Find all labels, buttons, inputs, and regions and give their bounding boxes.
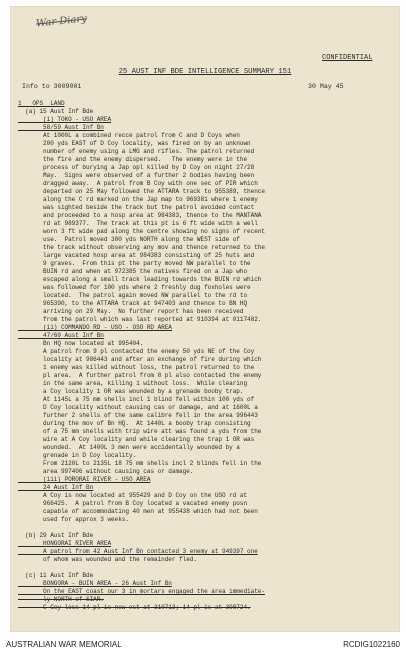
report-line: number of enemy using a LMG and rifles. The patrol returned [18,148,255,155]
report-line: of a 75 mm shells with trip wire att was found a yds from the [18,428,262,435]
report-line: 9 graves. From this pt the party moved NW parallel to the [18,260,251,267]
report-line: departed on 25 May followed the ATTARA track to 955389, thence [18,188,265,195]
report-line: 24 Aust Inf Bn [18,484,94,491]
report-line: the fire and the enemy dispersed. The enemy were in the [18,156,248,163]
report-line: 200 yds EAST of D Coy locality, was fired on by an unknown [18,140,251,147]
report-line: (a) 15 Aust Inf Bde [18,108,94,115]
report-line: BONGORA - BUIN AREA - 26 Aust Inf Bn [18,580,172,587]
report-line: during the mov of Bn HQ. At 1440L a booby trap consisting [18,420,251,427]
report-line: (ii) COMMANDO RD - USO - OSO RD AREA [18,324,172,331]
report-line: use. Patrol moved 300 yds NORTH along the WEST side of [18,236,240,243]
report-line: From 2120L to 2135L 18 75 mm shells incl 2 blinds fell in the [18,460,262,467]
report-line: large vacated hosp area at 984383 consisting of 25 huts and [18,252,255,259]
document-page [10,6,400,632]
report-line: 1 OPS LAND [18,100,65,107]
handwritten-note: War Diary [35,13,88,30]
report-line: A patrol from 42 Aust Inf Bn contacted 3 enemy at 949397 one [18,548,258,555]
report-line: in the same area, killing 1 without loss. While clearing [18,380,248,387]
report-line: On the EAST coast our 3 in mortars engaged the area immediate- [18,588,265,595]
report-line: 47/60 Aust Inf Bn [18,332,104,339]
report-line: A patrol from 9 pl contacted the enemy 50 yds NE of the Coy [18,348,255,355]
report-line: worn 3 ft wide pad along the centre showing no signs of recent [18,228,265,235]
report-line: wire at A Coy locality and while clearing the trap 1 OR was [18,436,255,443]
report-line: 58/59 Aust Inf Bn [18,124,104,131]
report-line: May. Signs were observed of a further 2 bodies having been [18,172,255,179]
report-line: At 1145L a 75 mm shells incl 1 blind fell within 100 yds of [18,396,255,403]
report-line: was sighted beside the track but the patrol avoided contact [18,204,255,211]
report-line: (c) 11 Aust Inf Bde [18,572,94,579]
report-line: further 2 shells of the same calibre fell in the area 996443 [18,412,258,419]
report-line: Bn HQ now located at 995404. [18,340,144,347]
report-line: pl area. A further patrol from 8 pl also contacted the enemy [18,372,262,379]
archive-id: RCDIG1022160 [343,640,400,649]
report-line: 965390, to the ATTARA track at 947403 and thence to BN HQ [18,300,248,307]
report-line: arriving on 29 May. No further report has been received [18,308,244,315]
report-line: located. The patrol again moved NW parallel to the rd to [18,292,248,299]
report-line: locality at 986443 and after an exchange of fire during which [18,356,262,363]
report-line: rd at 989377. The track at this pt is 6 ft wide with a well [18,220,258,227]
report-line: wounded. At 1400L 3 men were accidentally wounded by a [18,444,240,451]
report-line: (b) 29 Aust Inf Bde [18,532,94,539]
report-line: a Coy locality 1 OR was wounded by a grenade booby trap. [18,388,244,395]
report-line: 966425. A patrol from B Coy located a vacated enemy posn [18,500,248,507]
report-line: HONGORAI RIVER AREA [18,540,112,547]
report-line: process of burying a Jap opl killed by D Coy on night 27/28 [18,164,255,171]
report-line: 1 enemy was killed without loss, the patrol returned to the [18,364,255,371]
report-line: was followed for 100 yds where 2 freshly dug foxholes were [18,284,251,291]
report-line: and proceeded to a hosp area at 984383, thence to the MANTANA [18,212,262,219]
archive-footer [0,636,406,654]
report-line: from the patrol which was last reported at 910394 at 0117482. [18,316,262,323]
info-to-line: Info to 3009001 [22,83,82,90]
report-line: D Coy locality without causing cas or damage, and at 1600L a [18,404,258,411]
report-line: used for approx 3 weeks. [18,516,129,523]
report-line: dragged away. A patrol from B Coy with one sec of PIR which [18,180,258,187]
archive-name: AUSTRALIAN WAR MEMORIAL [6,640,122,649]
report-line: of whom was wounded and the remainder fled. [18,556,197,563]
document-date: 30 May 45 [308,83,344,90]
report-line: along the C rd marked on the Jap map to 969381 where 1 enemy [18,196,258,203]
report-line: ly NORTH of SIAR. [18,596,104,603]
report-line: grenade in D Coy locality. [18,452,137,459]
report-line: the track without observing any mov and thence returned to the [18,244,265,251]
report-line: At 1000L a combined recce patrol from C and D Coys when [18,132,240,139]
report-line: A Coy is now located at 955429 and D Coy on the USO rd at [18,492,248,499]
report-line: (i) TOKO - USO AREA [18,116,112,123]
report-line: escaped along a small track leading towards the BUIN rd which [18,276,262,283]
report-line: capable of accommodating 40 men at 955438 which had not been [18,508,258,515]
report-line: C Coy loss 14 pl is now est at 310713; 14 pl is at 308724. [18,604,251,611]
document-title: 25 AUST INF BDE INTELLIGENCE SUMMARY 151 [118,68,292,76]
report-line: area 997406 without causing cas or damage. [18,468,194,475]
report-line: (iii) PORORAI RIVER - USO AREA [18,476,151,483]
classification-label: CONFIDENTIAL [322,54,373,62]
report-line: BUIN rd and when at 972385 the natives fired on a Jap who [18,268,248,275]
